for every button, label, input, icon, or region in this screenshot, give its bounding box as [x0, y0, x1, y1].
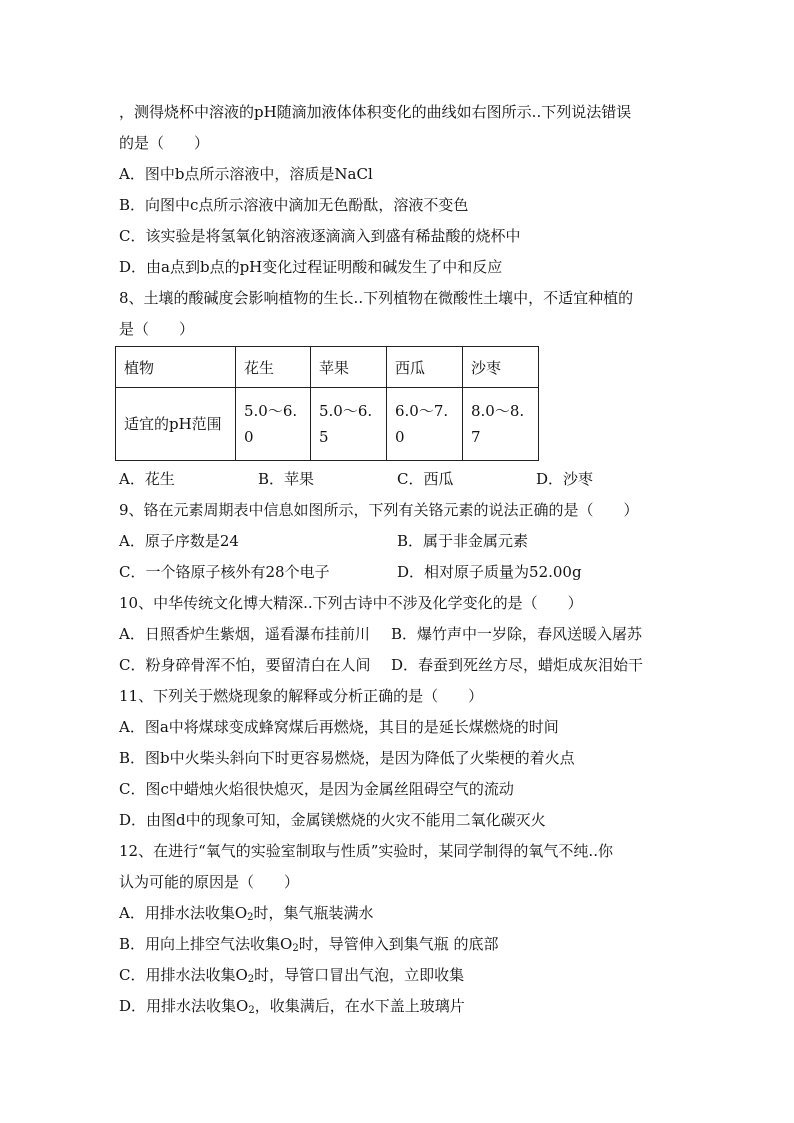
q12-stem-line2: 认为可能的原因是（ ）	[119, 873, 300, 891]
option-text: B．用向上排空气法收集O	[119, 935, 293, 953]
table-cell: 苹果	[311, 347, 387, 388]
q7-option-d: D．由a点到b点的pH变化过程证明酸和碱发生了中和反应	[119, 258, 503, 276]
table-cell	[463, 388, 539, 461]
q8-option-a: A．花生	[119, 470, 175, 488]
table-cell: 沙枣	[463, 347, 539, 388]
q10-option-c: C．粉身碎骨浑不怕，要留清白在人间	[119, 656, 371, 674]
option-text: 时，集气瓶装满水	[253, 904, 374, 922]
q9-option-c: C．一个铬原子核外有28个电子	[119, 563, 330, 581]
q12-option-a	[119, 903, 374, 928]
table-header-row	[116, 347, 539, 388]
q11-option-b: B．图b中火柴头斜向下时更容易燃烧，是因为降低了火柴梗的着火点	[119, 749, 575, 767]
cell-line: 8.0～8.	[471, 402, 525, 420]
subscript: 2	[292, 943, 299, 954]
table-cell	[387, 388, 463, 461]
q7-option-b: B．向图中c点所示溶液中滴加无色酚酞，溶液不变色	[119, 196, 469, 214]
q9-option-b: B．属于非金属元素	[397, 532, 529, 550]
q8-option-d: D．沙枣	[536, 470, 594, 488]
q7-option-a: A．图中b点所示溶液中，溶质是NaCl	[119, 165, 373, 183]
table-cell	[236, 388, 311, 461]
q10-option-d: D．春蚕到死丝方尽，蜡炬成灰泪始干	[391, 656, 644, 674]
table-cell	[311, 388, 387, 461]
q10-option-a: A．日照香炉生紫烟，遥看瀑布挂前川	[119, 625, 370, 643]
q11-option-a: A．图a中将煤球变成蜂窝煤后再燃烧，其目的是延长煤燃烧的时间	[119, 718, 559, 736]
q10-option-b: B．爆竹声中一岁除，春风送暖入屠苏	[391, 625, 643, 643]
q11-stem: 11、下列关于燃烧现象的解释或分析正确的是（ ）	[119, 687, 484, 705]
q8-option-c: C．西瓜	[397, 470, 454, 488]
ph-range-table	[115, 346, 539, 461]
cell-line: 5.0～6.	[319, 402, 373, 420]
subscript: 2	[247, 974, 255, 985]
subscript: 2	[247, 912, 254, 923]
q8-option-b: B．苹果	[258, 470, 315, 488]
option-text: 时，导管伸入到集气瓶 的底部	[298, 935, 499, 953]
table-cell: 西瓜	[387, 347, 463, 388]
cell-line: 6.0～7.	[395, 402, 449, 420]
cell-line: 5	[319, 428, 329, 446]
q9-stem: 9、铬在元素周期表中信息如图所示，下列有关铬元素的说法正确的是（ ）	[119, 501, 639, 519]
cell-line: 0	[244, 428, 254, 446]
option-text: A．用排水法收集O	[119, 904, 248, 922]
option-text: C．用排水法收集O	[119, 966, 248, 984]
option-text: 时，导管口冒出气泡，立即收集	[254, 966, 465, 984]
q8-stem-line2: 是（ ）	[119, 320, 195, 338]
cell-line: 5.0～6.	[244, 402, 298, 420]
table-cell: 植物	[116, 347, 236, 388]
table-row	[116, 388, 539, 461]
option-text: ，收集满后，在水下盖上玻璃片	[254, 997, 465, 1015]
q12-option-c	[119, 965, 464, 990]
cell-line: 7	[471, 428, 481, 446]
q9-option-a: A．原子序数是24	[119, 532, 239, 550]
q12-option-d	[119, 996, 465, 1021]
q11-option-d: D．由图d中的现象可知，金属镁燃烧的火灾不能用二氧化碳灭火	[119, 811, 546, 829]
q7-option-c: C．该实验是将氢氧化钠溶液逐滴滴入到盛有稀盐酸的烧杯中	[119, 227, 521, 245]
table-cell: 花生	[236, 347, 311, 388]
q12-option-b	[119, 934, 498, 959]
q8-stem-line1: 8、土壤的酸碱度会影响植物的生长..下列植物在微酸性土壤中，不适宜种植的	[119, 289, 634, 307]
q11-option-c: C．图c中蜡烛火焰很快熄灭，是因为金属丝阻碍空气的流动	[119, 780, 514, 798]
subscript: 2	[248, 1005, 255, 1016]
q10-stem: 10、中华传统文化博大精深..下列古诗中不涉及化学变化的是（ ）	[119, 594, 583, 612]
cell-line: 0	[395, 428, 405, 446]
q7-stem-line1: ，测得烧杯中溶液的pH随滴加液体体积变化的曲线如右图所示..下列说法错误	[119, 103, 632, 121]
q9-option-d: D．相对原子质量为52.00g	[397, 563, 582, 581]
option-text: D．用排水法收集O	[119, 997, 249, 1015]
q12-stem-line1: 12、在进行“氧气的实验室制取与性质”实验时，某同学制得的氧气不纯..你	[119, 842, 613, 860]
q7-stem-line2: 的是（ ）	[119, 134, 210, 152]
table-cell: 适宜的pH范围	[116, 388, 236, 461]
